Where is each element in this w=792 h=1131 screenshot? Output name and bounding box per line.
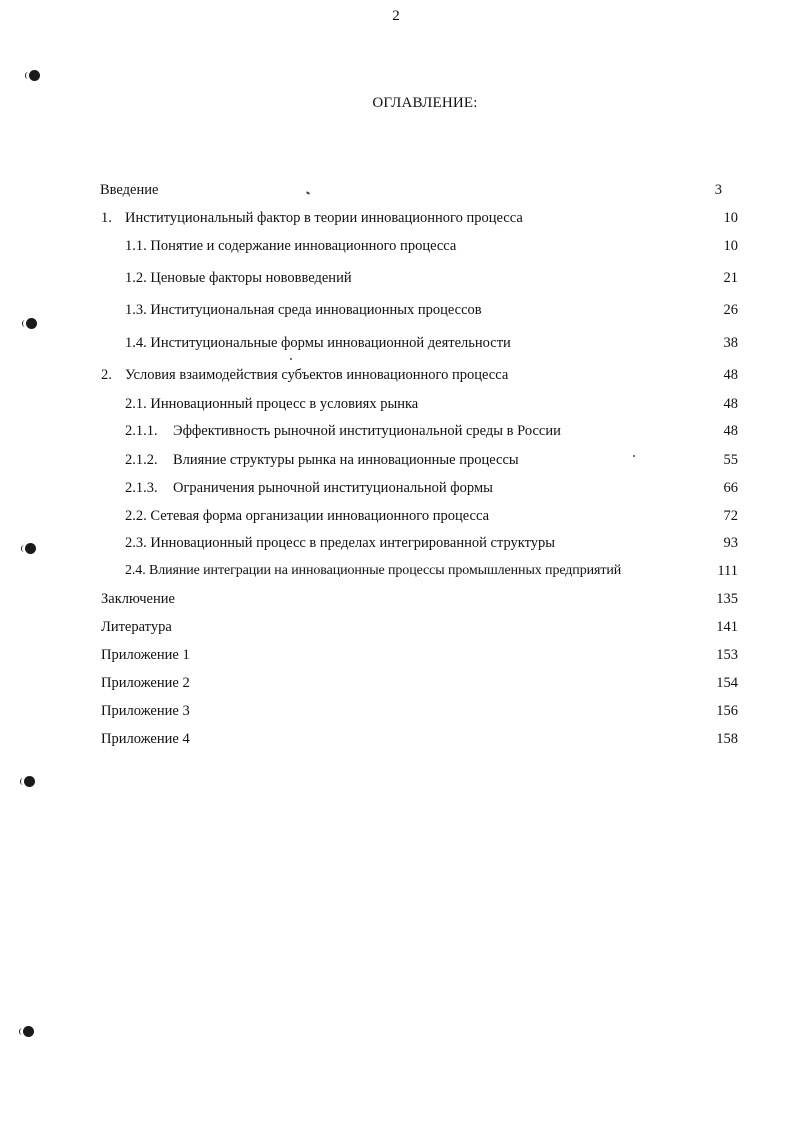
toc-page: 10 xyxy=(723,238,738,254)
toc-page: 10 xyxy=(723,210,738,226)
toc-entry-appendix-3[interactable] xyxy=(0,701,792,721)
toc-page: 48 xyxy=(723,367,738,383)
toc-page: 66 xyxy=(723,480,738,496)
toc-label: Приложение 3 xyxy=(101,703,190,719)
toc-entry-1-1[interactable] xyxy=(0,236,792,256)
toc-label: 1.4. Институциональные формы инновационной деятельности xyxy=(125,335,511,351)
toc-entry-chapter-1[interactable] xyxy=(0,208,792,228)
toc-number: 1. xyxy=(101,210,112,226)
toc-label: 1.3. Институциональная среда инновационных процессов xyxy=(125,302,482,318)
toc-label: Влияние структуры рынка на инновационные процессы xyxy=(173,452,519,468)
toc-page: 48 xyxy=(723,396,738,412)
toc-label: Приложение 1 xyxy=(101,647,190,663)
toc-entry-literature[interactable] xyxy=(0,617,792,637)
toc-page: 26 xyxy=(723,302,738,318)
toc-label: Условия взаимодействия субъектов инновационного процесса xyxy=(125,367,509,383)
toc-page: 154 xyxy=(716,675,738,691)
toc-label: 1.2. Ценовые факторы нововведений xyxy=(125,270,352,286)
toc-page: 156 xyxy=(716,703,738,719)
toc-page: 141 xyxy=(716,619,738,635)
toc-label: 2.1. Инновационный процесс в условиях рынка xyxy=(125,396,419,412)
toc-label: 1.1. Понятие и содержание инновационного процесса xyxy=(125,238,457,254)
toc-number: 2. xyxy=(101,367,112,383)
toc-number: 2.1.2. xyxy=(125,452,158,468)
page-title: ОГЛАВЛЕНИЕ: xyxy=(372,95,478,111)
toc-page: 48 xyxy=(723,423,738,439)
toc-page: 3 xyxy=(714,182,722,198)
toc-entry-chapter-2[interactable] xyxy=(0,365,792,385)
toc-label: Заключение xyxy=(101,591,175,607)
toc-label: Ограничения рыночной институциональной формы xyxy=(173,480,493,496)
toc-page: 93 xyxy=(723,535,738,551)
toc-entry-appendix-1[interactable] xyxy=(0,645,792,665)
toc-label: 2.3. Инновационный процесс в пределах интегрированной структуры xyxy=(125,535,556,551)
toc-entry-appendix-4[interactable] xyxy=(0,729,792,749)
toc-page: 21 xyxy=(723,270,738,286)
toc-entry-appendix-2[interactable] xyxy=(0,673,792,693)
toc-entry-1-2[interactable] xyxy=(0,268,792,288)
page-number: 2 xyxy=(392,8,400,24)
toc-entry-intro[interactable] xyxy=(0,180,792,200)
toc-page: 158 xyxy=(716,731,738,747)
toc-page: 135 xyxy=(716,591,738,607)
toc-page: 153 xyxy=(716,647,738,663)
toc-label: Приложение 4 xyxy=(101,731,190,747)
toc-entry-1-4[interactable] xyxy=(0,333,792,353)
toc-page: 55 xyxy=(723,452,738,468)
toc-label: 2.4. Влияние интеграции на инновационные процессы промышленных предприятий xyxy=(125,563,622,578)
toc-entry-2-1-1[interactable] xyxy=(0,421,792,441)
toc-entry-2-4[interactable] xyxy=(0,561,792,581)
toc-entry-2-1-3[interactable] xyxy=(0,478,792,498)
toc-label: Приложение 2 xyxy=(101,675,190,691)
toc-entry-conclusion[interactable] xyxy=(0,589,792,609)
toc-page: 111 xyxy=(717,563,738,579)
toc-entry-1-3[interactable] xyxy=(0,300,792,320)
toc-entry-2-2[interactable] xyxy=(0,506,792,526)
toc-page: 72 xyxy=(723,508,738,524)
toc-number: 2.1.1. xyxy=(125,423,158,439)
toc-number: 2.1.3. xyxy=(125,480,158,496)
toc-label: Введение xyxy=(100,182,159,198)
toc-label: 2.2. Сетевая форма организации инновационного процесса xyxy=(125,508,490,524)
toc-entry-2-1[interactable] xyxy=(0,394,792,414)
toc-entry-2-1-2[interactable] xyxy=(0,450,792,470)
toc-label: Эффективность рыночной институциональной среды в России xyxy=(173,423,561,439)
toc-entry-2-3[interactable] xyxy=(0,533,792,553)
toc-label: Институциональный фактор в теории инновационного процесса xyxy=(125,210,523,226)
toc-page: 38 xyxy=(723,335,738,351)
toc-label: Литература xyxy=(101,619,172,635)
